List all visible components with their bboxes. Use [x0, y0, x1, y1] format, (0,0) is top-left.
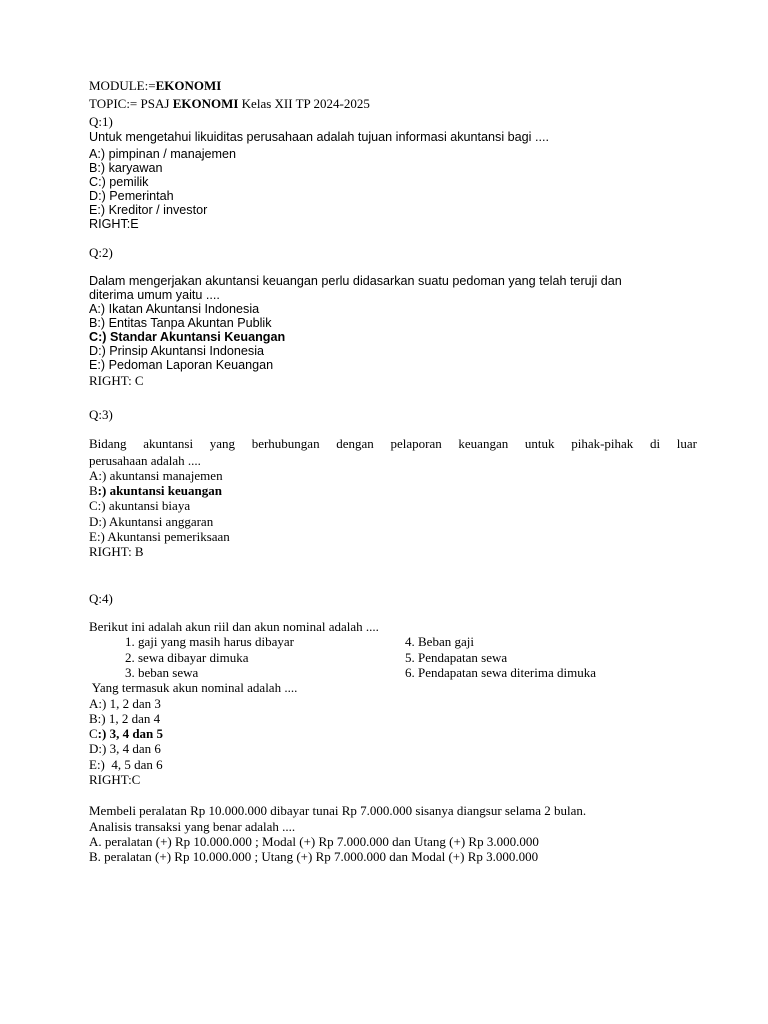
q4-option-c-text: :) 3, 4 dan 5 [97, 726, 164, 741]
q2-question-line2: diterima umum yaitu .... [89, 288, 220, 302]
module-line [89, 79, 221, 92]
q4-item-4: 4. Beban gaji [405, 634, 474, 649]
q2-option-a: A:) Ikatan Akuntansi Indonesia [89, 302, 260, 316]
q5-option-b: B. peralatan (+) Rp 10.000.000 ; Utang (+) Rp 7.000.000 dan Modal (+) Rp 3.000.000 [89, 849, 539, 864]
q2-option-d: D:) Prinsip Akuntansi Indonesia [89, 344, 265, 358]
q4-option-e: E:) 4, 5 dan 6 [89, 757, 163, 772]
q2-option-e: E:) Pedoman Laporan Keuangan [89, 358, 274, 372]
topic-bold: EKONOMI [172, 96, 239, 111]
q4-option-c [89, 727, 163, 740]
q4-right-answer: RIGHT:C [89, 772, 141, 787]
q3-option-a: A:) akuntansi manajemen [89, 468, 223, 483]
q3-option-c: C:) akuntansi biaya [89, 498, 191, 513]
q4-item-5: 5. Pendapatan sewa [405, 650, 508, 665]
q1-label: Q:1) [89, 114, 113, 129]
module-label: MODULE:= [89, 78, 156, 93]
q2-option-b: B:) Entitas Tanpa Akuntan Publik [89, 316, 272, 330]
q2-label: Q:2) [89, 245, 113, 260]
topic-label: TOPIC:= PSAJ [89, 96, 173, 111]
q2-right-answer: RIGHT: C [89, 373, 144, 388]
q4-item-2: 2. sewa dibayar dimuka [125, 650, 249, 665]
q5-question-line1: Membeli peralatan Rp 10.000.000 dibayar tunai Rp 7.000.000 sisanya diangsur selama 2 bulan. [89, 803, 587, 818]
q3-question-line1: Bidang akuntansi yang berhubungan dengan pelaporan keuangan untuk pihak-pihak di luar [89, 436, 697, 451]
q1-option-e: E:) Kreditor / investor [89, 203, 208, 217]
q3-right-answer: RIGHT: B [89, 544, 144, 559]
q2-question-line1: Dalam mengerjakan akuntansi keuangan perlu didasarkan suatu pedoman yang telah teruji dan [89, 274, 622, 288]
q1-right-answer: RIGHT:E [89, 217, 139, 231]
q2-option-c [89, 331, 285, 344]
q4-option-d: D:) 3, 4 dan 6 [89, 741, 161, 756]
q4-option-b: B:) 1, 2 dan 4 [89, 711, 161, 726]
q4-option-a: A:) 1, 2 dan 3 [89, 696, 161, 711]
module-value: EKONOMI [155, 78, 222, 93]
q2-option-c-letter: C [89, 330, 99, 344]
q1-option-b: B:) karyawan [89, 161, 163, 175]
q5-option-a: A. peralatan (+) Rp 10.000.000 ; Modal (+) Rp 7.000.000 dan Utang (+) Rp 3.000.000 [89, 834, 539, 849]
q4-item-3: 3. beban sewa [125, 665, 199, 680]
q1-option-a: A:) pimpinan / manajemen [89, 147, 236, 161]
q3-option-b-text: :) akuntansi keuangan [97, 483, 222, 498]
q3-option-b-letter: B [89, 483, 98, 498]
q4-option-c-letter: C [89, 726, 98, 741]
q3-option-d: D:) Akuntansi anggaran [89, 514, 214, 529]
q4-item-6: 6. Pendapatan sewa diterima dimuka [405, 665, 596, 680]
topic-line [89, 97, 370, 110]
q3-option-b [89, 484, 222, 497]
q1-question: Untuk mengetahui likuiditas perusahaan adalah tujuan informasi akuntansi bagi .... [89, 130, 549, 144]
q3-label: Q:3) [89, 407, 113, 422]
q3-option-e: E:) Akuntansi pemeriksaan [89, 529, 230, 544]
q5-question-line2: Analisis transaksi yang benar adalah .... [89, 819, 296, 834]
q4-sub-question: Yang termasuk akun nominal adalah .... [89, 680, 298, 695]
q1-option-d: D:) Pemerintah [89, 189, 174, 203]
q2-option-c-text: :) Standar Akuntansi Keuangan [98, 330, 286, 344]
topic-rest: Kelas XII TP 2024-2025 [238, 96, 370, 111]
q3-question-line2: perusahaan adalah .... [89, 453, 201, 468]
q4-item-1: 1. gaji yang masih harus dibayar [125, 634, 294, 649]
q4-label: Q:4) [89, 591, 113, 606]
q1-option-c: C:) pemilik [89, 175, 149, 189]
q4-question: Berikut ini adalah akun riil dan akun nominal adalah .... [89, 619, 379, 634]
